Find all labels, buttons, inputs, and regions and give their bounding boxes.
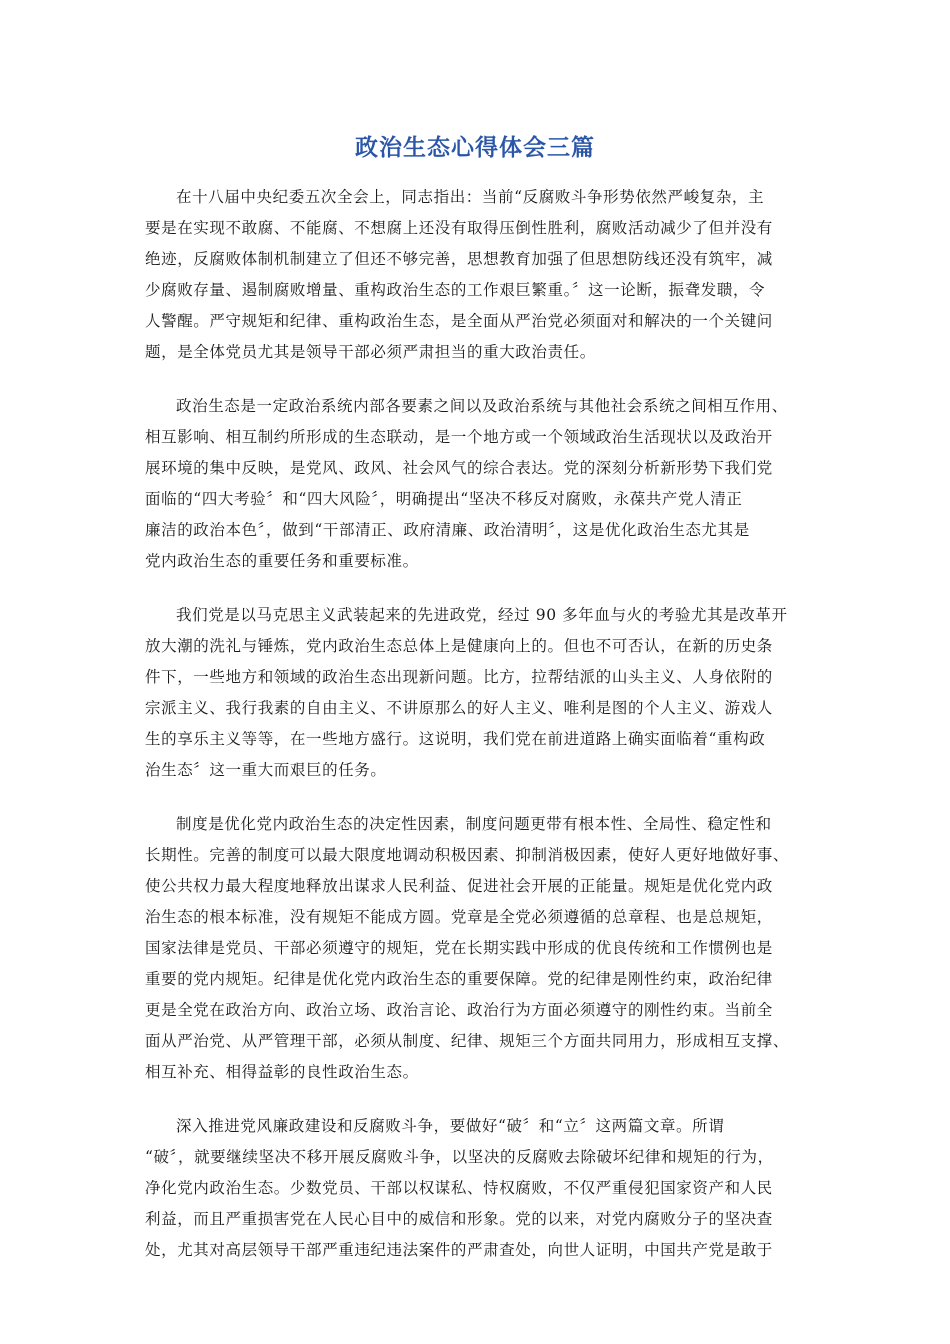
paragraph-line: 相互影响、相互制约所形成的生态联动，是一个地方或一个领域政治生活现状以及政治开 xyxy=(145,428,773,446)
paragraph-line: 国家法律是党员、干部必须遵守的规矩，党在长期实践中形成的优良传统和工作惯例也是 xyxy=(145,939,773,957)
page-title: 政治生态心得体会三篇 xyxy=(355,135,595,161)
paragraph-3 xyxy=(145,600,810,786)
paragraph-line: 制度是优化党内政治生态的决定性因素，制度问题更带有根本性、全局性、稳定性和 xyxy=(176,815,772,833)
paragraph-line: 人警醒。严守规矩和纪律、重构政治生态，是全面从严治党必须面对和解决的一个关键问 xyxy=(145,312,773,330)
paragraph-line: 绝迹，反腐败体制机制建立了但还不够完善，思想教育加强了但思想防线还没有筑牢，减 xyxy=(145,250,773,268)
paragraph-line: 面从严治党、从严管理干部，必须从制度、纪律、规矩三个方面共同用力，形成相互支撑、 xyxy=(145,1032,790,1050)
paragraph-line: 生的享乐主义等等，在一些地方盛行。这说明，我们党在前进道路上确实面临着“重构政 xyxy=(145,730,766,748)
paragraph-line: 我们党是以马克思主义武装起来的先进政党，经过 90 多年血与火的考验尤其是改革开 xyxy=(176,606,788,624)
paragraph-5 xyxy=(145,1111,810,1266)
paragraph-line: 宗派主义、我行我素的自由主义、不讲原那么的好人主义、唯利是图的个人主义、游戏人 xyxy=(145,699,773,717)
paragraph-line: 要是在实现不敢腐、不能腐、不想腐上还没有取得压倒性胜利，腐败活动减少了但并没有 xyxy=(145,219,773,237)
paragraph-line: 治生态的根本标准，没有规矩不能成方圆。党章是全党必须遵循的总章程、也是总规矩， xyxy=(145,908,773,926)
paragraph-line: 治生态〞这一重大而艰巨的任务。 xyxy=(145,761,387,779)
paragraph-line: 重要的党内规矩。纪律是优化党内政治生态的重要保障。党的纪律是刚性约束，政治纪律 xyxy=(145,970,773,988)
paragraph-4 xyxy=(145,809,810,1088)
paragraph-2 xyxy=(145,391,810,577)
paragraph-line: 使公共权力最大程度地释放出谋求人民利益、促进社会开展的正能量。规矩是优化党内政 xyxy=(145,877,773,895)
paragraph-line: 题，是全体党员尤其是领导干部必须严肃担当的重大政治责任。 xyxy=(145,343,596,361)
document-body xyxy=(145,182,810,1289)
paragraph-line: 件下，一些地方和领域的政治生态出现新问题。比方，拉帮结派的山头主义、人身依附的 xyxy=(145,668,773,686)
paragraph-line: 利益，而且严重损害党在人民心目中的威信和形象。党的以来，对党内腐败分子的坚决查 xyxy=(145,1210,773,1228)
paragraph-1 xyxy=(145,182,810,368)
paragraph-line: 处，尤其对高层领导干部严重违纪违法案件的严肃查处，向世人证明，中国共产党是敢于 xyxy=(145,1241,773,1259)
paragraph-line: 在十八届中央纪委五次全会上，同志指出：当前“反腐败斗争形势依然严峻复杂，主 xyxy=(176,188,765,206)
paragraph-line: 政治生态是一定政治系统内部各要素之间以及政治系统与其他社会系统之间相互作用、 xyxy=(176,397,788,415)
paragraph-line: 长期性。完善的制度可以最大限度地调动积极因素、抑制消极因素，使好人更好地做好事、 xyxy=(145,846,790,864)
paragraph-line: 展环境的集中反映，是党风、政风、社会风气的综合表达。党的深刻分析新形势下我们党 xyxy=(145,459,773,477)
paragraph-line: 深入推进党风廉政建设和反腐败斗争，要做好“破〞和“立〞这两篇文章。所谓 xyxy=(176,1117,725,1135)
paragraph-line: 相互补充、相得益彰的良性政治生态。 xyxy=(145,1063,419,1081)
paragraph-line: 更是全党在政治方向、政治立场、政治言论、政治行为方面必须遵守的刚性约束。当前全 xyxy=(145,1001,773,1019)
paragraph-line: 少腐败存量、遏制腐败增量、重构政治生态的工作艰巨繁重。〞这一论断，振聋发聩，令 xyxy=(145,281,766,299)
paragraph-line: 廉洁的政治本色〞，做到“干部清正、政府清廉、政治清明〞，这是优化政治生态尤其是 xyxy=(145,521,750,539)
paragraph-line: 党内政治生态的重要任务和重要标准。 xyxy=(145,552,419,570)
paragraph-line: 净化党内政治生态。少数党员、干部以权谋私、恃权腐败，不仅严重侵犯国家资产和人民 xyxy=(145,1179,773,1197)
paragraph-line: 面临的“四大考验〞和“四大风险〞，明确提出“坚决不移反对腐败，永葆共产党人清正 xyxy=(145,490,743,508)
paragraph-line: “破〞，就要继续坚决不移开展反腐败斗争，以坚决的反腐败去除破坏纪律和规矩的行为， xyxy=(145,1148,774,1166)
paragraph-line: 放大潮的洗礼与锤炼，党内政治生态总体上是健康向上的。但也不可否认，在新的历史条 xyxy=(145,637,773,655)
